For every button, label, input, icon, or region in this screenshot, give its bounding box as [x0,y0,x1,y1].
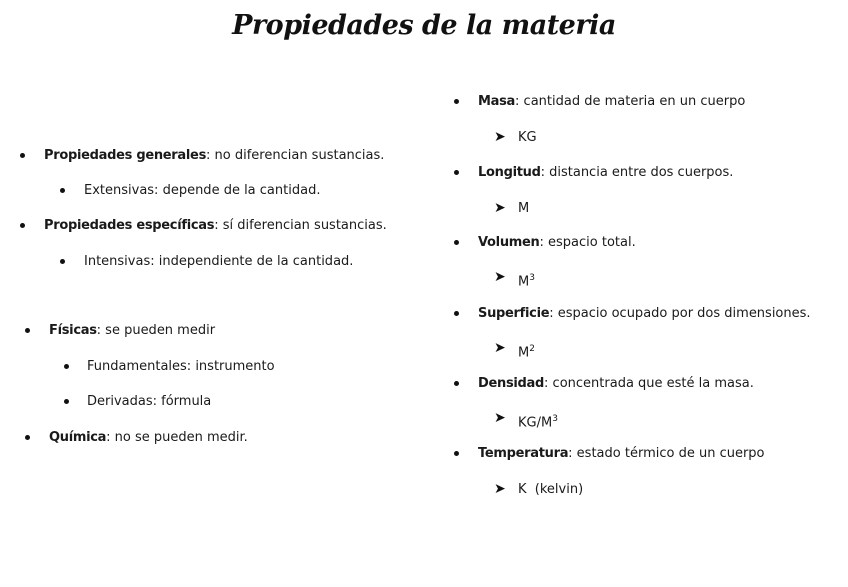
unit-longitud [518,200,529,218]
unit-label: M [518,345,530,361]
list-item-masa [478,93,745,111]
term-description: : espacio ocupado por dos dimensiones. [549,306,811,321]
list-item-propiedades-especificas [44,217,387,235]
bullet-icon [64,364,69,369]
term-label: Propiedades específicas [44,218,215,233]
term-label: Longitud [478,165,541,180]
unit-label: M [518,274,530,290]
term-description: : no se pueden medir. [106,430,248,445]
bullet-icon [25,435,30,440]
term-label: Densidad [478,376,545,391]
list-item-fisicas [49,322,215,340]
bullet-icon [454,240,459,245]
term-description: : cantidad de materia en un cuerpo [515,94,746,109]
unit-exponent: 3 [529,273,535,283]
bullet-icon [20,223,25,228]
unit-densidad [518,410,558,432]
arrow-bullet-icon: ➤ [494,410,506,426]
bullet-icon [25,328,30,333]
term-label: Temperatura [478,446,569,461]
term-label: Masa [478,94,516,109]
unit-volumen [518,269,535,291]
arrow-bullet-icon: ➤ [494,129,506,145]
list-item-superficie [478,305,811,323]
page-title: Propiedades de la materia [232,10,616,41]
bullet-icon [454,311,459,316]
list-item-quimica [49,429,248,447]
term-label: Química [49,430,107,445]
bullet-icon [60,188,65,193]
term-description: : no diferencian sustancias. [206,148,385,163]
list-item-temperatura [478,445,765,463]
bullet-icon [60,259,65,264]
arrow-bullet-icon: ➤ [494,269,506,285]
list-item-volumen [478,234,636,252]
list-item-derivadas: Derivadas: fórmula [87,394,212,409]
term-description: : se pueden medir [96,323,216,338]
list-item-intensivas: Intensivas: independiente de la cantidad. [84,254,354,269]
unit-exponent: 3 [552,414,558,424]
term-description: : sí diferencian sustancias. [214,218,387,233]
unit-label: K (kelvin) [518,482,584,497]
term-description: : espacio total. [539,235,636,250]
bullet-icon [454,99,459,104]
term-label: Propiedades generales [44,148,207,163]
bullet-icon [454,170,459,175]
bullet-icon [20,153,25,158]
term-label: Volumen [478,235,540,250]
term-label: Físicas [49,323,97,338]
bullet-icon [64,399,69,404]
list-item-propiedades-generales [44,147,384,165]
unit-label: KG/M [518,415,553,431]
term-description: : distancia entre dos cuerpos. [540,165,734,180]
list-item-densidad [478,375,754,393]
unit-masa [518,129,537,147]
term-description: : estado térmico de un cuerpo [568,446,765,461]
arrow-bullet-icon: ➤ [494,200,506,216]
list-item-extensivas: Extensivas: depende de la cantidad. [84,183,321,198]
unit-label: M [518,201,530,216]
unit-temperatura [518,481,583,499]
bullet-icon [454,381,459,386]
unit-exponent: 2 [529,344,535,354]
list-item-fundamentales: Fundamentales: instrumento [87,359,275,374]
list-item-longitud [478,164,733,182]
term-description: : concentrada que esté la masa. [544,376,754,391]
arrow-bullet-icon: ➤ [494,340,506,356]
bullet-icon [454,451,459,456]
term-label: Superficie [478,306,550,321]
arrow-bullet-icon: ➤ [494,481,506,497]
unit-label: KG [518,130,537,145]
unit-superficie [518,340,535,362]
